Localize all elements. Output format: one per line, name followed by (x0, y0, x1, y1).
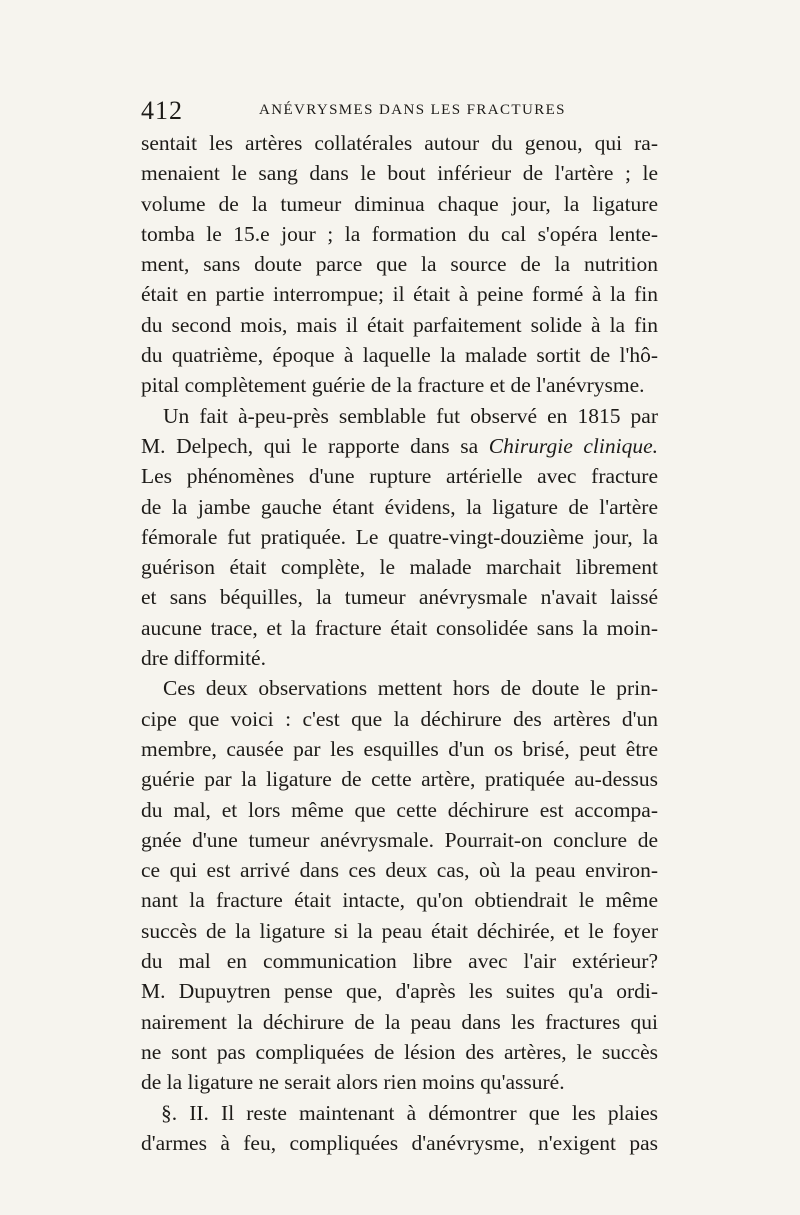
text-line: ne sont pas compliquées de lésion des artères, le succès (141, 1039, 658, 1064)
text-segment: M. Delpech, qui le rapporte dans sa (141, 433, 479, 458)
text-line: M. Dupuytren pense que, d'après les suites qu'a ordi- (141, 979, 658, 1004)
text-line: nant la fracture était intacte, qu'on obtiendrait le même (141, 888, 658, 913)
text-line: ce qui est arrivé dans ces deux cas, où la peau environ- (141, 858, 658, 883)
text-line: d'armes à feu, compliquées d'anévrysme, n'exigent pas (141, 1130, 658, 1155)
page-header (141, 96, 661, 126)
text-line: du quatrième, époque à laquelle la malade sortit de l'hô- (141, 343, 658, 368)
running-title: ANÉVRYSMES DANS LES FRACTURES (259, 102, 566, 118)
text-line: dre difformité. (141, 646, 266, 671)
text-line: membre, causée par les esquilles d'un os brisé, peut être (141, 736, 658, 761)
text-line: de la ligature ne serait alors rien moins qu'assuré. (141, 1070, 565, 1095)
text-line: nairement la déchirure de la peau dans les fractures qui (141, 1009, 658, 1034)
text-line: ment, sans doute parce que la source de la nutrition (141, 252, 658, 277)
body-text (141, 128, 658, 1158)
book-title-italic: Chirurgie clinique. (488, 433, 659, 458)
text-line: tomba le 15.e jour ; la formation du cal s'opéra lente- (141, 221, 658, 246)
text-line: et sans béquilles, la tumeur anévrysmale n'avait laissé (141, 585, 658, 610)
text-line: cipe que voici : c'est que la déchirure des artères d'un (141, 706, 658, 731)
text-line: sentait les artères collatérales autour du genou, qui ra- (141, 131, 658, 155)
text-line: guérie par la ligature de cette artère, pratiquée au-dessus (141, 767, 658, 792)
text-line: de la jambe gauche étant évidens, la ligature de l'artère (141, 494, 658, 519)
text-line: aucune trace, et la fracture était consolidée sans la moin- (141, 615, 658, 640)
text-line: pital complètement guérie de la fracture et de l'anévrysme. (141, 373, 645, 398)
text-line: guérison était complète, le malade marchait librement (141, 555, 658, 580)
text-line: succès de la ligature si la peau était déchirée, et le foyer (141, 918, 658, 943)
text-line: Les phénomènes d'une rupture artérielle avec fracture (141, 464, 658, 489)
text-line: Ces deux observations mettent hors de doute le prin- (163, 676, 658, 701)
text-line: du mal, et lors même que cette déchirure est accompa- (141, 797, 658, 822)
text-line: Un fait à-peu-près semblable fut observé en 1815 par (163, 403, 658, 428)
page-number: 412 (141, 96, 183, 125)
text-line: du second mois, mais il était parfaitement solide à la fin (141, 312, 658, 337)
text-line: était en partie interrompue; il était à peine formé à la fin (141, 282, 658, 307)
text-line: du mal en communication libre avec l'air extérieur? (141, 949, 658, 974)
text-line: volume de la tumeur diminua chaque jour, la ligature (141, 191, 658, 216)
section-heading-line: §. II. Il reste maintenant à démontrer que les plaies (161, 1100, 658, 1125)
text-line (141, 431, 658, 461)
text-line: gnée d'une tumeur anévrysmale. Pourrait-on conclure de (141, 827, 658, 852)
text-line: fémorale fut pratiquée. Le quatre-vingt-douzième jour, la (141, 524, 658, 549)
text-line: menaient le sang dans le bout inférieur de l'artère ; le (141, 161, 658, 186)
